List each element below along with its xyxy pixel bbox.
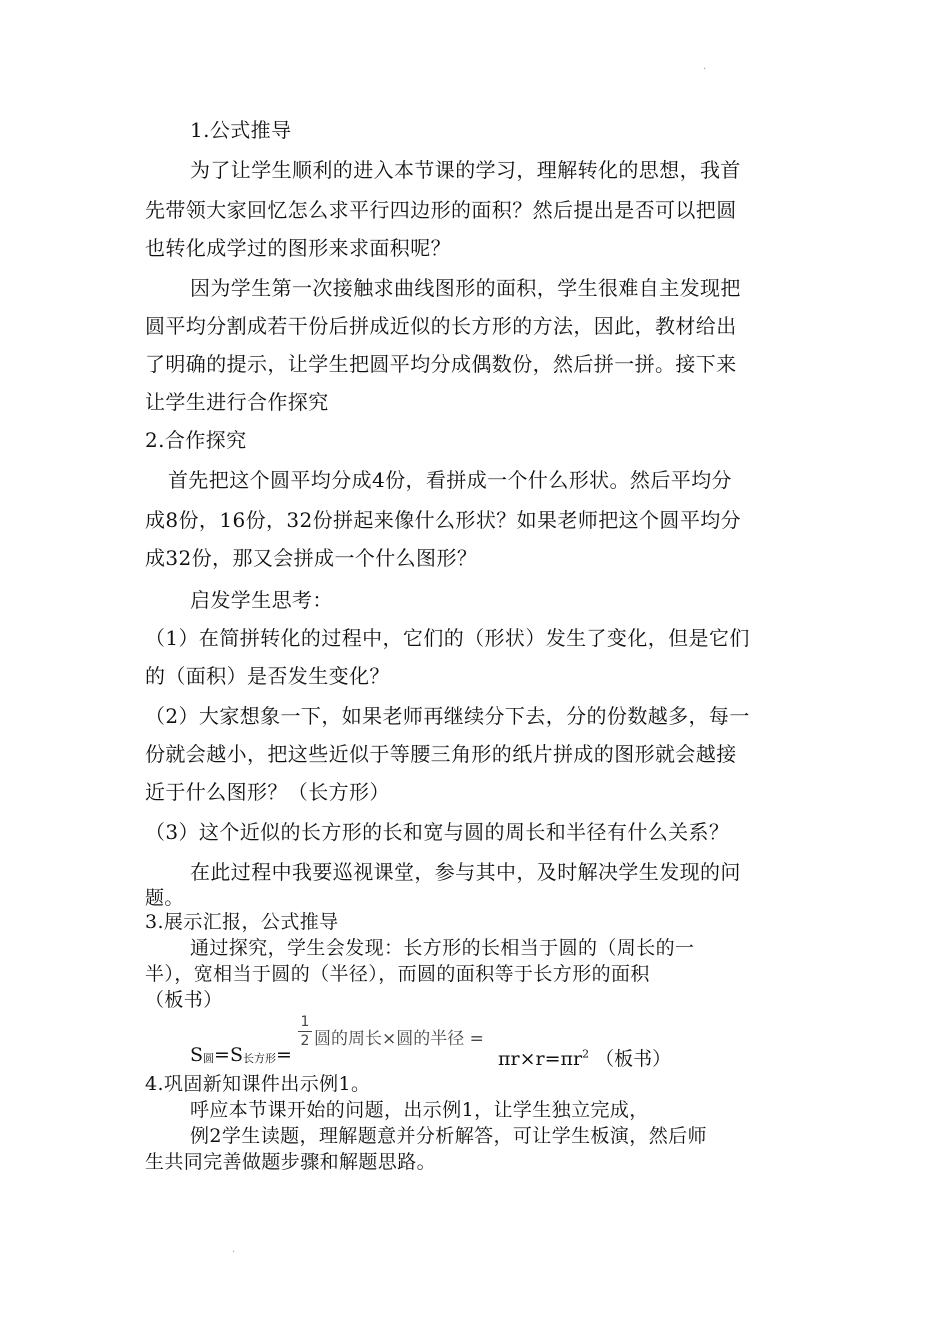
paragraph-line: 近于什么图形？（长方形） (145, 780, 390, 804)
formula-eq2: = (275, 1044, 292, 1066)
heading-formula-derivation: 1.公式推导 (190, 118, 292, 142)
heading-presentation: 3.展示汇报，公式推导 (145, 911, 339, 933)
paragraph-line: 了明确的提示，让学生把圆平均分成偶数份，然后拼一拼。接下来 (145, 352, 737, 376)
formula-s: S (190, 1044, 204, 1066)
fraction-numerator: 1 (300, 1014, 310, 1030)
paragraph-line: 为了让学生顺利的进入本节课的学习，理解转化的思想，我首 (190, 158, 741, 182)
paragraph-line: 通过探究，学生会发现：长方形的长相当于圆的（周长的一 (190, 937, 695, 959)
formula-sub-circle: 圆 (203, 1052, 215, 1065)
paragraph-line: 成8份，16份，32份拼起来像什么形状？如果老师把这个圆平均分 (145, 508, 742, 532)
paragraph-line: 份就会越小，把这些近似于等腰三角形的纸片拼成的图形就会越接 (145, 742, 737, 766)
paragraph-line: 启发学生思考： (190, 588, 333, 612)
paragraph-line: 例2学生读题，理解题意并分析解答，可让学生板演，然后师 (190, 1125, 707, 1147)
formula-sub-rect: 长方形 (242, 1052, 276, 1065)
formula-result (498, 1044, 671, 1071)
heading-cooperative-inquiry: 2.合作探究 (145, 428, 247, 452)
paragraph-line: 圆平均分割成若干份后拼成近似的长方形的方法，因此，教材给出 (145, 314, 737, 338)
formula-eq: =S (214, 1044, 243, 1066)
formula-middle: 圆的周长×圆的半径 = (314, 1029, 484, 1049)
question-2: （2）大家想象一下，如果老师再继续分下去，分的份数越多，每一 (145, 704, 750, 728)
paragraph-line: 生共同完善做题步骤和解题思路。 (145, 1151, 437, 1173)
paragraph-line: 首先把这个圆平均分成4份，看拼成一个什么形状。然后平均分 (168, 468, 732, 492)
fraction-denominator: 2 (300, 1033, 310, 1049)
heading-consolidate: 4.巩固新知课件出示例1。 (145, 1073, 371, 1095)
paragraph-line: （板书） (145, 989, 223, 1011)
paragraph-line: 先带领大家回忆怎么求平行四边形的面积？然后提出是否可以把圆 (145, 198, 737, 222)
paragraph-line: 成32份，那又会拼成一个什么图形？ (145, 546, 478, 570)
question-1: （1）在简拼转化的过程中，它们的（形状）发生了变化，但是它们 (145, 626, 750, 650)
formula-result-text: πr×r=πr (498, 1048, 583, 1070)
paragraph-line: 半），宽相当于圆的（半径），而圆的面积等于长方形的面积 (145, 963, 650, 985)
paragraph-line: 呼应本节课开始的问题，出示例1，让学生独立完成， (190, 1099, 649, 1121)
paragraph-line: 题。 (145, 887, 184, 909)
formula-fraction (298, 1014, 312, 1049)
question-3: （3）这个近似的长方形的长和宽与圆的周长和半径有什么关系？ (145, 820, 730, 844)
formula-note: （板书） (595, 1048, 672, 1070)
paragraph-line: 的（面积）是否发生变化？ (145, 664, 390, 688)
paragraph-line: 让学生进行合作探究 (145, 390, 329, 414)
paragraph-line: 也转化成学过的图形来求面积呢？ (145, 236, 451, 260)
fraction-bar (298, 1031, 312, 1032)
formula-exponent: 2 (582, 1047, 590, 1061)
paragraph-line: 在此过程中我要巡视课堂，参与其中，及时解决学生发现的问 (190, 860, 741, 884)
area-formula (190, 1008, 750, 1068)
paragraph-line: 因为学生第一次接触求曲线图形的面积，学生很难自主发现把 (190, 276, 741, 300)
